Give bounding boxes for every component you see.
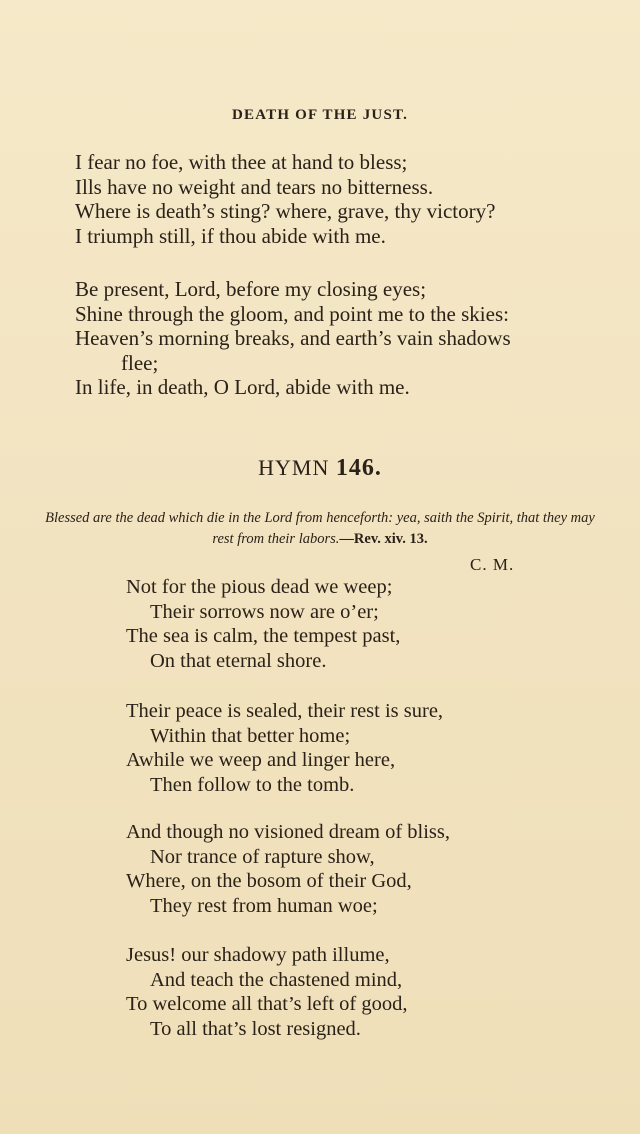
verse-line: Their peace is sealed, their rest is sure, — [126, 700, 444, 722]
verse-line: Shine through the gloom, and point me to the skies: — [75, 301, 509, 326]
hymn-stanza-1 — [126, 575, 586, 673]
verse-line: To welcome all that’s left of good, — [126, 993, 408, 1015]
previous-stanza-1 — [75, 150, 595, 248]
verse-line: Nor trance of rapture show, — [150, 845, 375, 868]
verse-line: And teach the chastened mind, — [150, 968, 403, 991]
epigraph-text: Blessed are the dead which die in the Lord from henceforth: yea, saith the Spirit, that they may rest from their labors. — [45, 510, 595, 547]
hymn-title — [0, 455, 640, 482]
verse-line: In life, in death, O Lord, abide with me. — [75, 375, 410, 399]
hymn-number: 146. — [335, 455, 382, 481]
verse-line: On that eternal shore. — [150, 649, 327, 672]
verse-line: Heaven’s morning breaks, and earth’s vain shadows — [75, 326, 511, 350]
verse-line: I triumph still, if thou abide with me. — [75, 223, 386, 248]
hymn-stanza-4 — [126, 943, 586, 1041]
verse-line: Then follow to the tomb. — [150, 773, 355, 796]
verse-line: Awhile we weep and linger here, — [126, 749, 396, 771]
verse-line: Where, on the bosom of their God, — [126, 870, 412, 892]
verse-line: Ills have no weight and tears no bitterness. — [75, 174, 434, 199]
verse-line: And though no visioned dream of bliss, — [126, 821, 450, 843]
meter-label: C. M. — [470, 555, 515, 574]
hymn-label: HYMN — [258, 455, 330, 480]
verse-line: Be present, Lord, before my closing eyes; — [75, 277, 427, 301]
verse-line: Not for the pious dead we weep; — [126, 576, 393, 598]
verse-line: They rest from human woe; — [150, 894, 378, 917]
verse-line: Their sorrows now are o’er; — [150, 600, 379, 623]
verse-line: Jesus! our shadowy path illume, — [126, 944, 390, 966]
epigraph — [40, 508, 600, 550]
hymn-stanza-3 — [126, 820, 586, 918]
verse-line: Where is death’s sting? where, grave, thy victory? — [75, 199, 496, 223]
running-head: DEATH OF THE JUST. — [231, 107, 409, 123]
hymn-stanza-2 — [126, 699, 586, 797]
epigraph-reference: —Rev. xiv. 13. — [339, 531, 428, 547]
verse-line: flee; — [121, 350, 159, 375]
verse-line: The sea is calm, the tempest past, — [126, 625, 401, 647]
verse-line: I fear no foe, with thee at hand to bless; — [75, 150, 408, 174]
verse-line: To all that’s lost resigned. — [150, 1017, 361, 1040]
previous-stanza-2 — [75, 277, 595, 400]
verse-line: Within that better home; — [150, 724, 351, 747]
